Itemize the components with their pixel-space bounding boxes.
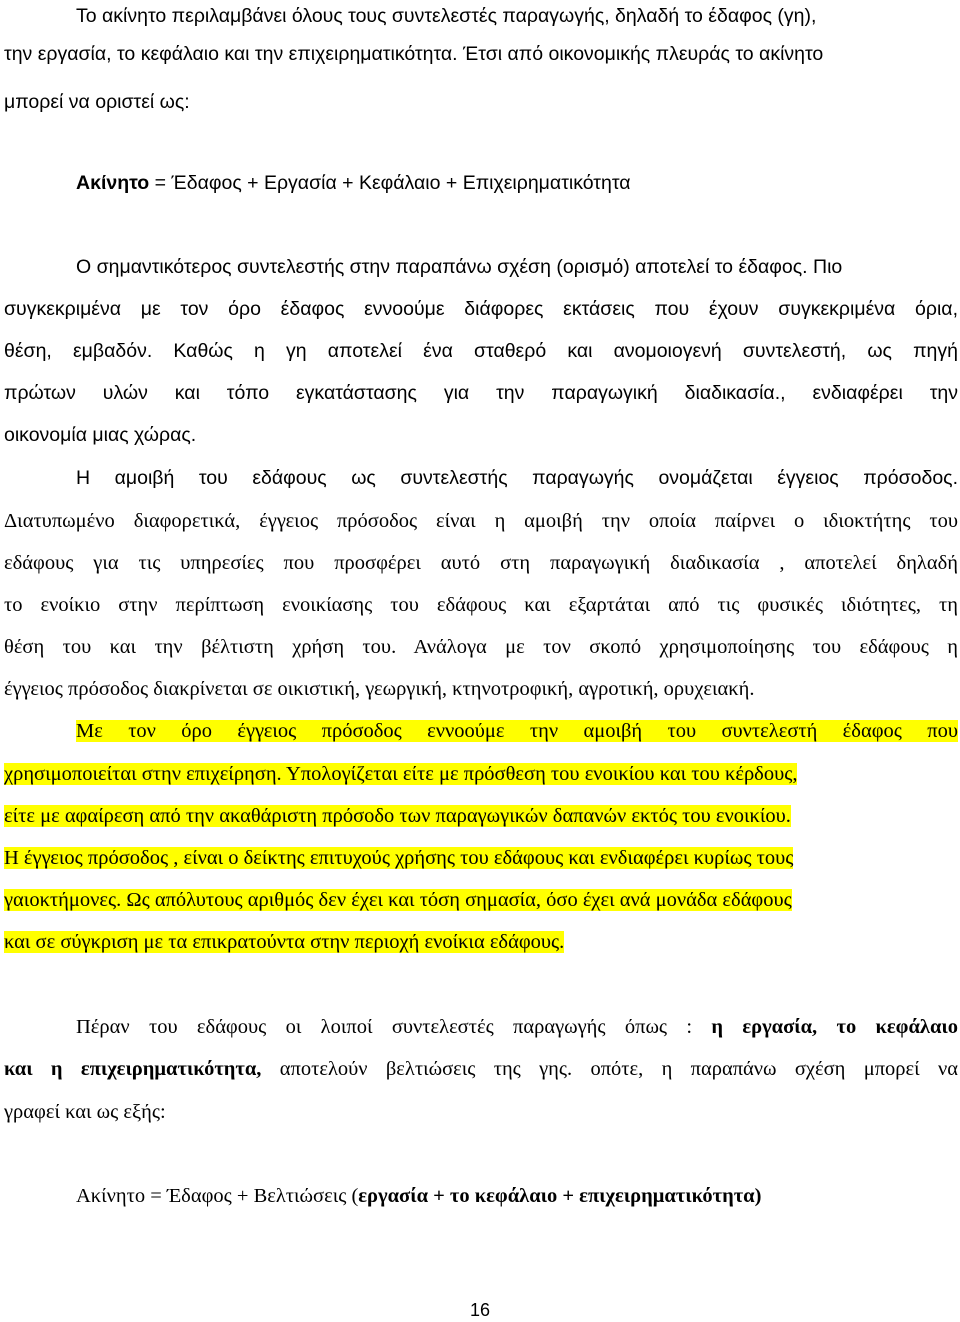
text-line: Διατυπωμένο διαφορετικά, έγγειος πρόσοδος είναι η αμοιβή την οποία παίρνει ο ιδιοκτήτης του [4,510,958,532]
formula-1-bold: Ακίνητο [76,172,150,194]
text-line: μπορεί να οριστεί ως: [4,91,190,113]
text-line: έγγειος πρόσοδος διακρίνεται σε οικιστική, γεωργική, κτηνοτροφική, αγροτική, ορυχειακή. [4,678,755,700]
formula-2: Ακίνητο = Έδαφος + Βελτιώσεις (εργασία + το κεφάλαιο + επιχειρηματικότητα) [76,1185,762,1207]
highlighted-line: και σε σύγκριση με τα επικρατούντα στην περιοχή ενοίκια εδάφους. [4,931,565,953]
text-line: εδάφους για τις υπηρεσίες που προσφέρει αυτό στη παραγωγική διαδικασία , αποτελεί δηλαδή [4,552,958,574]
highlighted-line: γαιοκτήμονες. Ως απόλυτους αριθμός δεν έχει και τόση σημασία, όσο έχει ανά μονάδα εδάφους [4,889,792,911]
formula-1-rest: = Έδαφος + Εργασία + Κεφάλαιο + Επιχειρηματικότητα [149,172,631,194]
text-line: Το ακίνητο περιλαμβάνει όλους τους συντελεστές παραγωγής, δηλαδή το έδαφος (γη), [76,5,817,27]
text-line: πρώτων υλών και τόπο εγκατάστασης για την παραγωγική διαδικασία., ενδιαφέρει την [4,382,958,404]
highlighted-line: χρησιμοποιείται στην επιχείρηση. Υπολογίζεται είτε με πρόσθεση του ενοικίου και του κέρδους, [4,763,798,785]
text-line: την εργασία, το κεφάλαιο και την επιχειρηματικότητα. Έτσι από οικονομικής πλευράς το ακίνητο [4,43,824,65]
para2-line-2: και η επιχειρηματικότητα, αποτελούν βελτιώσεις της γης. οπότε, η παραπάνω σχέση μπορεί να [4,1058,958,1080]
highlighted-line: Με τον όρο έγγειος πρόσοδος εννοούμε την αμοιβή του συντελεστή έδαφος που [76,720,958,742]
text-line: θέση, εμβαδόν. Καθώς η γη αποτελεί ένα σταθερό και ανομοιογενή συντελεστή, ως πηγή [4,340,958,362]
formula-1 [76,170,958,196]
text-line: θέση του και την βέλτιστη χρήση του. Ανάλογα με τον σκοπό χρησιμοποίησης του εδάφους η [4,636,958,658]
page-number: 16 [469,1300,491,1320]
text-line: Ο σημαντικότερος συντελεστής στην παραπάνω σχέση (ορισμό) αποτελεί το έδαφος. Πιο [76,256,843,278]
highlighted-line: είτε με αφαίρεση από την ακαθάριστη πρόσοδο των παραγωγικών δαπανών εκτός του ενοικίου. [4,805,791,827]
text-line: οικονομία μιας χώρας. [4,424,197,446]
text-line: Η αμοιβή του εδάφους ως συντελεστής παραγωγής ονομάζεται έγγειος πρόσοδος. [76,467,958,489]
para2-line-1: Πέραν του εδάφους οι λοιποί συντελεστές παραγωγής όπως : η εργασία, το κεφάλαιο [76,1016,959,1038]
para2-line-3: γραφεί και ως εξής: [4,1101,166,1123]
text-line: το ενοίκιο στην περίπτωση ενοικίασης του εδάφους και εξαρτάται από τις φυσικές ιδιότητες, τη [4,594,958,616]
highlighted-line: Η έγγειος πρόσοδος , είναι ο δείκτης επιτυχούς χρήσης του εδάφους και ενδιαφέρει κυρίως τους [4,847,794,869]
text-line: συγκεκριμένα με τον όρο έδαφος εννοούμε διάφορες εκτάσεις που έχουν συγκεκριμένα όρια, [4,298,958,320]
